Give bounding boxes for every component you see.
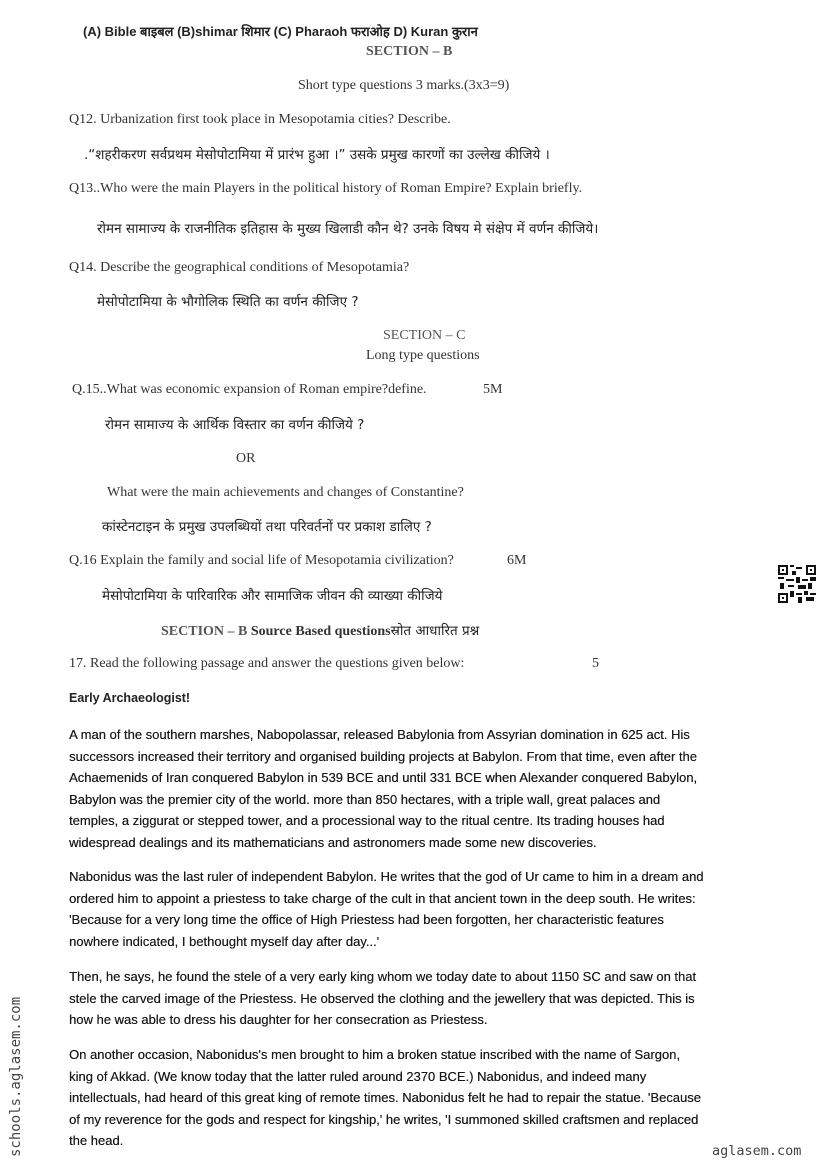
passage-line: Then, he says, he found the stele of a very early king whom we today date to about 1150 SC and saw on that [69,969,697,984]
section-source-heading [161,621,479,640]
section-c-subtitle: Long type questions [366,348,480,363]
passage-line: widespread dealings and its mathematicians and astronomers made some new discoveries. [69,834,597,850]
q16-english: Q.16 Explain the family and social life of Mesopotamia civilization? [69,553,454,568]
q16-hindi: मेसोपोटामिया के पारिवारिक और सामाजिक जीवन की व्याख्या कीजिये [102,588,443,604]
or-label: OR [236,451,256,466]
passage-title: Early Archaeologist! [69,691,191,705]
answer-options: (A) Bible बाइबल (B)shimar शिमार (C) Pharaoh फराओह D) Kuran कुरान [83,24,478,39]
q15-hindi: रोमन सामाज्य के आर्थिक विस्तार का वर्णन कीजिये ? [105,417,365,433]
passage-line: the head. [69,1133,124,1148]
section-source-bold: Source Based questions [250,624,391,639]
passage-line: of my reverence for the gods and respect for kingship,' he writes, 'I summoned skilled craftsmen and replaced [69,1111,699,1127]
q12-hindi: .“शहरीकरण सर्वप्रथम मेसोपोटामिया में प्रारंभ हुआ ।” उसके प्रमुख कारणों का उल्लेख कीजिये । [84,147,550,163]
passage-line: king of Akkad. (We know today that the latter ruled around 2370 BCE.) Nabonidus, and indeed many [69,1068,647,1084]
corner-watermark: aglasem.com [712,1143,802,1159]
passage-line: ordered him to appoint a priestess to take charge of the cult in that ancient town in the deep south. He writes: [69,890,696,906]
passage-line: Achaemenids of Iran conquered Babylon in 539 BCE and until 331 BCE when Alexander conquered Babylon, [69,770,698,785]
passage-paragraph-2 [69,866,703,952]
passage-line: intellectuals, had heard of this great king of remote times. Nabonidus felt he had to repair the statue. 'Because [69,1090,701,1105]
passage-paragraph-1 [69,724,697,853]
q14-hindi: मेसोपोटामिया के भौगोलिक स्थिति का वर्णन कीजिए ? [97,294,359,310]
q13-english: Q13..Who were the main Players in the political history of Roman Empire? Explain briefly. [69,181,583,196]
passage-line: stele the carved image of the Priestess. He observed the clothing and the jewellery that was depicted. This is [69,990,695,1006]
q15-marks: 5M [483,382,503,397]
section-b-title: SECTION – B [366,44,453,59]
passage-line: On another occasion, Nabonidus's men brought to him a broken statue inscribed with the name of Sargon, [69,1047,680,1062]
passage-line: successors increased their territory and organised building projects at Babylon. From that time, even after the [69,748,697,764]
q13-hindi: रोमन सामाज्य के राजनीतिक इतिहास के मुख्य खिलाडी कौन थे? उनके विषय मे संक्षेप में वर्णन कीजिये। [97,221,599,237]
q14-english: Q14. Describe the geographical conditions of Mesopotamia? [69,260,410,275]
q17-instruction: 17. Read the following passage and answer the questions given below: [69,656,465,671]
q15-alt-hindi: कांस्टेनटाइन के प्रमुख उपलब्धियों तथा परिवर्तनों पर प्रकाश डालिए ? [102,519,432,535]
q12-english: Q12. Urbanization first took place in Mesopotamia cities? Describe. [69,112,451,127]
passage-line: Babylon was the premier city of the world. more than 850 hectares, with a triple wall, great palaces and [69,791,661,807]
section-b-subtitle: Short type questions 3 marks.(3x3=9) [298,78,510,93]
q16-marks: 6M [507,553,527,568]
passage-paragraph-4 [69,1044,701,1152]
passage-line: nowhere indicated, I bethought myself day after day...' [69,933,380,949]
section-source-title: SECTION – B [161,624,248,639]
passage-line: how he was able to dress his daughter for her consecration as Priestess. [69,1012,488,1027]
side-watermark: schools.aglasem.com [8,996,24,1157]
passage-line: 'Because for a very long time the office of High Priestess had been forgotten, her characteristic features [69,912,664,927]
section-source-hindi: स्रोत आधारित प्रश्न [390,623,480,639]
passage-line: temples, a ziggurat or stepped tower, and a processional way to the ritual centre. Its trading houses had [69,813,665,828]
passage-line: Nabonidus was the last ruler of independent Babylon. He writes that the god of Ur came to him in a dream and [69,869,704,884]
qr-code-icon [778,565,816,603]
section-c-title: SECTION – C [383,328,466,343]
q17-marks: 5 [592,656,599,671]
passage-paragraph-3 [69,966,696,1031]
passage-line: A man of the southern marshes, Nabopolassar, released Babylonia from Assyrian domination in 625 act. His [69,727,690,742]
q15-english: Q.15..What was economic expansion of Roman empire?define. [72,382,427,397]
q15-alt-english: What were the main achievements and changes of Constantine? [107,485,464,500]
